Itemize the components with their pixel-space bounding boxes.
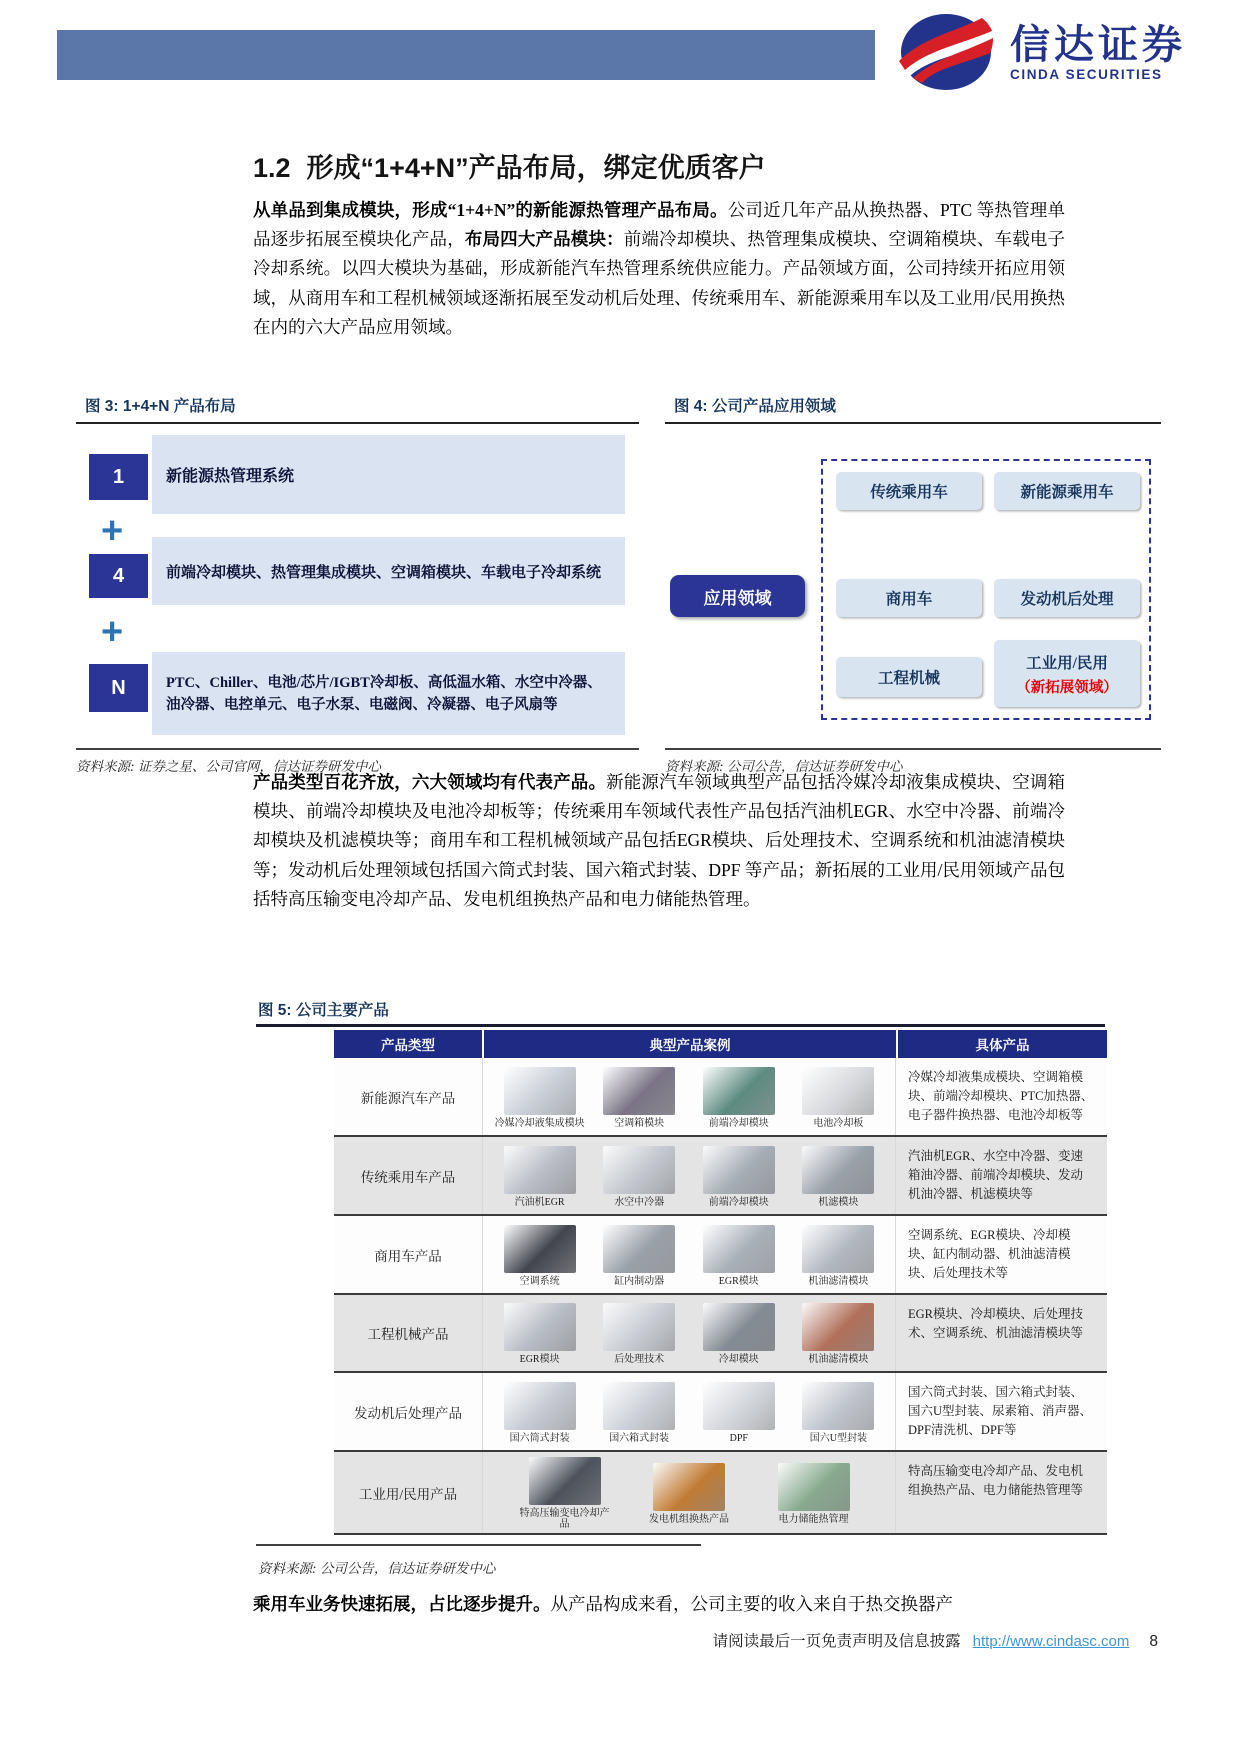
- body-paragraph-2: [253, 768, 1065, 914]
- product-image: [791, 1382, 885, 1444]
- logo-text: [1010, 23, 1186, 82]
- product-images-cell: [482, 1452, 896, 1533]
- plus-icon: +: [101, 510, 124, 552]
- product-image: [592, 1225, 686, 1287]
- product-type-cell: 工程机械产品: [367, 1327, 449, 1342]
- product-photo: [802, 1067, 874, 1115]
- product-caption: 前端冷却模块: [708, 1117, 769, 1129]
- cinda-globe-icon: [896, 12, 996, 92]
- figure5-source: 资料来源: 公司公告，信达证券研发中心: [258, 1561, 496, 1576]
- header-bar: [57, 30, 875, 80]
- product-caption: 电力储能热管理: [778, 1513, 849, 1525]
- product-detail-cell: 特高压输变电冷却产品、发电机组换热产品、电力储能热管理等: [908, 1464, 1084, 1497]
- figure3-diagram: [76, 424, 639, 748]
- application-field-hub: 应用领域: [670, 575, 805, 617]
- product-image: [791, 1146, 885, 1208]
- product-caption: 电池冷却板: [813, 1117, 864, 1129]
- product-image: [791, 1067, 885, 1129]
- badge-n: N: [89, 664, 148, 712]
- product-detail-cell: 冷媒冷却液集成模块、空调箱模块、前端冷却模块、PTC加热器、电子器件换热器、电池冷却板等: [908, 1070, 1094, 1122]
- para1-bold-2: 布局四大产品模块：: [464, 229, 624, 250]
- product-image: [791, 1225, 885, 1287]
- product-image: [692, 1146, 786, 1208]
- product-photo: [529, 1457, 601, 1505]
- product-detail-cell: 汽油机EGR、水空中冷器、变速箱油冷器、前端冷却模块、发动机油冷器、机滤模块等: [908, 1149, 1084, 1201]
- figure3-source: 资料来源: 证券之星、公司官网，信达证券研发中心: [76, 759, 381, 774]
- field-box-industrial-civil: [994, 640, 1140, 707]
- product-image: [692, 1225, 786, 1287]
- product-image: [692, 1303, 786, 1365]
- product-image: [592, 1303, 686, 1365]
- field-box-nev-pv: 新能源乘用车: [994, 472, 1140, 510]
- products-table: [334, 1030, 1107, 1535]
- product-images-cell: [482, 1216, 896, 1293]
- product-caption: 汽油机EGR: [514, 1196, 565, 1208]
- brand-name-en: CINDA SECURITIES: [1010, 66, 1163, 82]
- product-caption: 缸内制动器: [614, 1275, 665, 1287]
- page-number: 8: [1149, 1633, 1158, 1650]
- product-image: [493, 1146, 587, 1208]
- figure3: [76, 394, 639, 775]
- product-caption: 空调系统: [519, 1275, 560, 1287]
- product-caption: 国六筒式封装: [509, 1432, 570, 1444]
- body-paragraph-1: [253, 196, 1065, 342]
- product-photo: [504, 1303, 576, 1351]
- product-image: [493, 1225, 587, 1287]
- product-photo: [653, 1463, 725, 1511]
- field-box-traditional-pv: 传统乘用车: [836, 472, 982, 510]
- plus-icon: +: [101, 611, 124, 653]
- product-caption: 机油滤清模块: [808, 1354, 869, 1365]
- product-image: [642, 1463, 736, 1525]
- cinda-logo: [896, 12, 1186, 92]
- product-photo: [603, 1303, 675, 1351]
- table-row: [334, 1295, 1107, 1373]
- product-image: [493, 1067, 587, 1129]
- para2-bold-lead: 产品类型百花齐放，六大领域均有代表产品。: [253, 772, 607, 792]
- products-table-header: [334, 1030, 1107, 1058]
- badge-1: 1: [89, 454, 148, 500]
- figure4-source: 资料来源: 公司公告，信达证券研发中心: [665, 759, 903, 774]
- brand-name-cn: 信达证券: [1010, 22, 1186, 67]
- table-row: [334, 1058, 1107, 1137]
- product-photo: [603, 1067, 675, 1115]
- product-caption: 前端冷却模块: [708, 1196, 769, 1208]
- product-image: [791, 1303, 885, 1365]
- product-type-cell: 传统乘用车产品: [360, 1169, 456, 1185]
- footer-disclaimer: 请阅读最后一页免责声明及信息披露: [712, 1633, 961, 1650]
- product-type-cell: 商用车产品: [374, 1248, 442, 1264]
- tier-bar-4: 前端冷却模块、热管理集成模块、空调箱模块、车载电子冷却系统: [152, 537, 625, 605]
- product-photo: [802, 1146, 874, 1194]
- table-row: [334, 1452, 1107, 1535]
- product-caption: 国六U型封装: [809, 1432, 867, 1444]
- section-heading: [253, 146, 766, 185]
- table-header-cell-type: 产品类型: [381, 1038, 435, 1053]
- product-caption: 机滤模块: [818, 1196, 859, 1208]
- product-images-cell: [482, 1295, 896, 1371]
- body-paragraph-3: [253, 1590, 1065, 1619]
- figure3-title: 图 3: 1+4+N 产品布局: [85, 398, 236, 415]
- table-row: [334, 1137, 1107, 1216]
- product-photo: [703, 1146, 775, 1194]
- product-photo: [603, 1146, 675, 1194]
- field-box-industrial-label: 工业用/民用: [1026, 654, 1108, 672]
- product-caption: EGR模块: [718, 1275, 759, 1287]
- product-photo: [504, 1146, 576, 1194]
- application-fields-box: [821, 459, 1151, 720]
- figure3-bottom-rule: [76, 748, 639, 750]
- field-box-commercial-vehicle: 商用车: [836, 579, 982, 617]
- para3-bold-lead: 乘用车业务快速拓展，占比逐步提升。: [253, 1594, 551, 1614]
- table-row: [334, 1216, 1107, 1295]
- tier-bar-n: PTC、Chiller、电池/芯片/IGBT冷却板、高低温水箱、水空中冷器、油冷器、电控单元、电子水泵、电磁阀、冷凝器、电子风扇等: [152, 652, 625, 735]
- product-image: [692, 1382, 786, 1444]
- product-images-cell: [482, 1058, 896, 1135]
- product-images-cell: [482, 1373, 896, 1450]
- product-photo: [802, 1225, 874, 1273]
- product-photo: [703, 1225, 775, 1273]
- product-type-cell: 工业用/民用产品: [358, 1486, 458, 1502]
- product-image: [592, 1146, 686, 1208]
- field-box-industrial-sub: （新拓展领域）: [1016, 679, 1118, 696]
- product-photo: [603, 1225, 675, 1273]
- product-caption: 机油滤清模块: [808, 1275, 869, 1287]
- product-caption: 冷媒冷却液集成模块: [494, 1117, 585, 1129]
- field-box-construction-machinery: 工程机械: [836, 657, 982, 697]
- product-caption: 特高压输变电冷却产品: [519, 1508, 610, 1530]
- product-image: [493, 1382, 587, 1444]
- product-type-cell: 发动机后处理产品: [354, 1405, 462, 1421]
- footer-link[interactable]: http://www.cindasc.com: [972, 1633, 1130, 1650]
- product-photo: [802, 1303, 874, 1351]
- table-header-cell-examples: 典型产品案例: [482, 1030, 896, 1058]
- product-photo: [802, 1382, 874, 1430]
- product-type-cell: 新能源汽车产品: [360, 1090, 456, 1106]
- product-photo: [603, 1382, 675, 1430]
- table-row: [334, 1373, 1107, 1452]
- product-caption: 水空中冷器: [614, 1196, 665, 1208]
- para1-bold-lead: 从单品到集成模块，形成“1+4+N”的新能源热管理产品布局。: [253, 200, 728, 220]
- figure4: [665, 394, 1161, 775]
- product-photo: [504, 1225, 576, 1273]
- product-image: [592, 1067, 686, 1129]
- para3-text-1: 从产品构成来看，公司主要的收入来自于热交换器产: [550, 1594, 953, 1614]
- product-image: [518, 1457, 612, 1530]
- product-caption: 国六箱式封装: [609, 1432, 670, 1444]
- field-box-engine-aftertreatment: 发动机后处理: [994, 579, 1140, 617]
- product-caption: 发电机组换热产品: [649, 1513, 729, 1525]
- product-image: [692, 1067, 786, 1129]
- product-detail-cell: 国六筒式封装、国六箱式封装、国六U型封装、尿素箱、消声器、DPF清洗机、DPF等: [908, 1385, 1093, 1437]
- product-detail-cell: EGR模块、冷却模块、后处理技术、空调系统、机油滤清模块等: [908, 1307, 1084, 1340]
- products-table-body: [334, 1058, 1107, 1535]
- product-caption: 空调箱模块: [614, 1117, 665, 1129]
- figure4-bottom-rule: [665, 748, 1161, 750]
- figure5-title: 图 5: 公司主要产品: [258, 1002, 389, 1019]
- product-detail-cell: 空调系统、EGR模块、冷却模块、缸内制动器、机油滤清模块、后处理技术等: [908, 1228, 1071, 1280]
- para1-text-2: 前端冷却模块、热管理集成模块、空调箱模块、车载电子冷却系统。以四大模块为基础，形成新能汽车热管理系统供应能力。产品领域方面，公司持续开拓应用领域，从商用车和工程机械领域逐渐拓展至发动机后处理、传统乘用车、新能源乘用车以及工业用/民用换热在内的六大产品应用领域。: [253, 229, 1066, 337]
- tier-bar-1: 新能源热管理系统: [152, 435, 625, 514]
- product-image: [767, 1463, 861, 1525]
- para1-text-1: 公司近几年产品从换热器、PTC 等热管理单品逐步拓展至模块化产品，: [253, 200, 1065, 250]
- page-footer: [253, 1629, 1158, 1651]
- product-photo: [778, 1463, 850, 1511]
- figure4-title: 图 4: 公司产品应用领域: [674, 398, 836, 415]
- product-photo: [504, 1382, 576, 1430]
- section-number: 1.2: [253, 153, 291, 183]
- product-caption: 后处理技术: [614, 1354, 665, 1365]
- product-caption: EGR模块: [519, 1354, 560, 1365]
- table-header-cell-detail: 具体产品: [896, 1030, 1107, 1058]
- figure4-diagram: [665, 424, 1161, 748]
- section-title: 形成“1+4+N”产品布局，绑定优质客户: [306, 153, 766, 183]
- figure5-title-rule: [256, 1024, 1105, 1027]
- product-image: [493, 1303, 587, 1365]
- badge-4: 4: [89, 554, 148, 598]
- product-photo: [703, 1382, 775, 1430]
- product-photo: [504, 1067, 576, 1115]
- product-image: [592, 1382, 686, 1444]
- figure5-bottom-rule: [256, 1544, 701, 1546]
- product-photo: [703, 1067, 775, 1115]
- product-images-cell: [482, 1137, 896, 1214]
- para2-text-1: 新能源汽车领域典型产品包括冷媒冷却液集成模块、空调箱模块、前端冷却模块及电池冷却板等；传统乘用车领域代表性产品包括汽油机EGR、水空中冷器、前端冷却模块及机滤模块等；商用车和工程机械领域产品包括EGR模块、后处理技术、空调系统和机油滤清模块等；发动机后处理领域包括国六筒式封装、国六箱式封装、DPF 等产品；新拓展的工业用/民用领域产品包括特高压输变电冷却产品、发电机组换热产品和电力储能热管理。: [253, 772, 1066, 909]
- product-caption: 冷却模块: [718, 1354, 759, 1365]
- product-photo: [703, 1303, 775, 1351]
- product-caption: DPF: [729, 1432, 748, 1444]
